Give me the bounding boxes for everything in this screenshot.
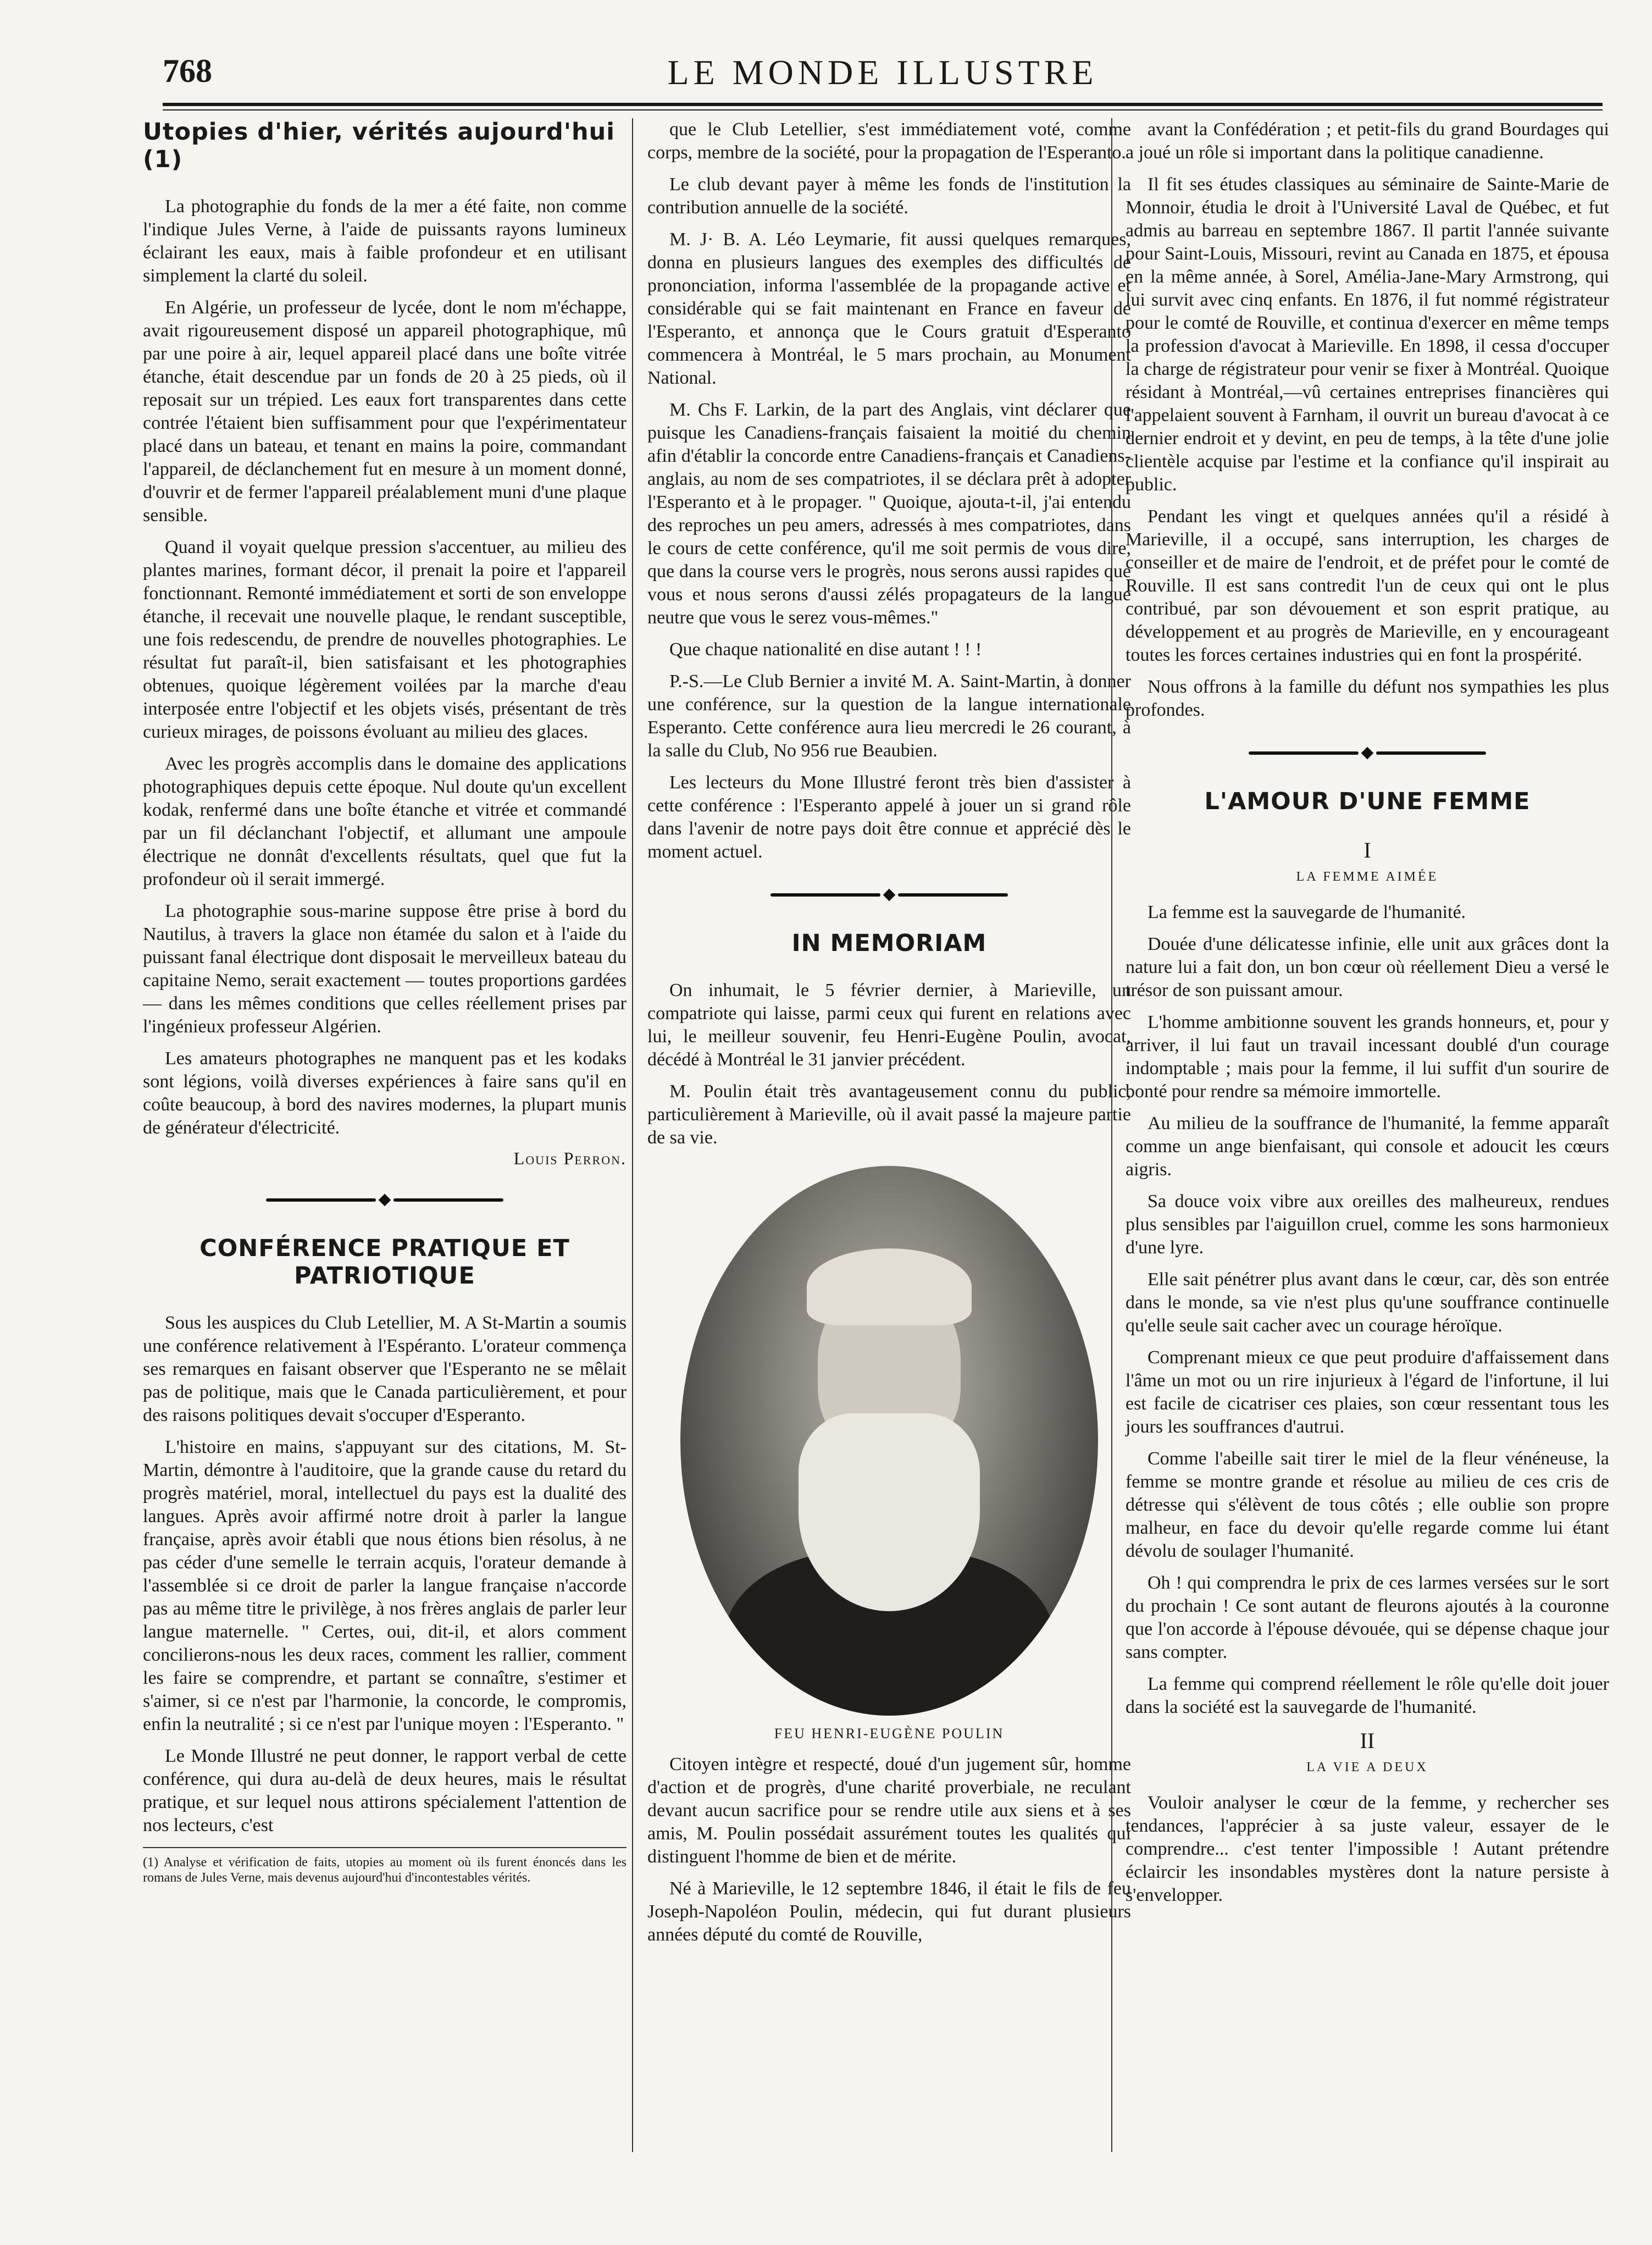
paragraph: Les lecteurs du Mone Illustré feront très bien d'assister à cette conférence : l'Esperanto appelé à jouer un si grand rôle dans l'avenir de notre pays doit être connue et apprécié dès le moment actuel. bbox=[647, 772, 1131, 862]
paragraph: avant la Confédération ; et petit-fils du grand Bourdages qui a joué un rôle si important dans la politique canadienne. bbox=[1126, 119, 1609, 163]
paragraph: M. J· B. A. Léo Leymarie, fit aussi quelques remarques, donna en plusieurs langues des exemples des difficultés de prononciation, informa l'assemblée de la propagande active et considérable qui se fait maintenant en France en faveur de l'Esperanto, et annonça que le Cours gratuit d'Esperanto commencera à Montréal, le 5 mars prochain, au Monument National. bbox=[647, 229, 1131, 388]
masthead-title: LE MONDE ILLUSTRE bbox=[667, 53, 1098, 92]
paragraph: Quand il voyait quelque pression s'accentuer, au milieu des plantes marines, formant décor, il prenait la poire et l'appareil fonctionnant. Remonté immédiatement et sorti de son enveloppe étanche, il recevait une nouvelle plaque, le rendant susceptible, une fois redescendu, de prendre de nouvelles photographies. Le résultat fut paraît-il, bien satisfaisant et les photographies obtenues, quoique légèrement voilées par la marche d'eau interposée entre l'objectif et les objets visés, présentant de très curieux mirages, de poissons évoluant au milieu des glaces. bbox=[143, 537, 627, 742]
portrait-caption: FEU HENRI-EUGÈNE POULIN bbox=[774, 1726, 1005, 1741]
article-title-in-memoriam: IN MEMORIAM bbox=[791, 930, 987, 957]
paragraph: Douée d'une délicatesse infinie, elle unit aux grâces dont la nature lui a fait don, un bon cœur où réellement Dieu a versé le trésor de son puissant amour. bbox=[1126, 934, 1609, 1000]
page-number: 768 bbox=[163, 53, 212, 89]
paragraph: Nous offrons à la famille du défunt nos sympathies les plus profondes. bbox=[1126, 677, 1609, 720]
paragraph: En Algérie, un professeur de lycée, dont le nom m'échappe, avait rigoureusement disposé un appareil photographique, mû par une poire à air, lequel appareil placé dans une boîte vitrée étanche, était descendue par un fonds de 20 à 25 pieds, où il reposait sur un trépied. Les eaux fort transparentes dans cette contrée l'étaient bien suffisamment pour que l'expérimentateur placé dans un bateau, et tenant en mains la poire, commandant l'appareil, de déclanchement fut en mesure à un moment donné, d'ouvrir et de fermer l'appareil préalablement muni d'une plaque sensible. bbox=[143, 297, 627, 526]
paragraph: Vouloir analyser le cœur de la femme, y rechercher ses tendances, l'apprécier à sa juste valeur, essayer de le comprendre... c'est tenter l'impossible ! Autant prétendre éclaircir les insondables mystères dont la nature persiste à s'envelopper. bbox=[1126, 1793, 1609, 1905]
paragraph: M. Poulin était très avantageusement connu du public, particulièrement à Marieville, où il avait passé la majeure partie de sa vie. bbox=[647, 1081, 1131, 1148]
paragraph: P.-S.—Le Club Bernier a invité M. A. Saint-Martin, à donner une conférence, sur la question de la langue internationale Esperanto. Cette conférence aura lieu mercredi le 26 courant, à la salle du Club, No 956 rue Beaubien. bbox=[647, 671, 1131, 761]
column-3 bbox=[1126, 118, 1609, 1916]
article-title-conference: CONFÉRENCE PRATIQUE ET PATRIOTIQUE bbox=[199, 1235, 570, 1290]
paragraph: L'histoire en mains, s'appuyant sur des citations, M. St-Martin, démontre à l'auditoire, que la grande cause du retard du progrès matériel, moral, intellectuel du pays est la dualité des langues. Après avoir affirmé notre droit à parler la langue française, après avoir établi que nous étions bien résolus, à ne pas céder d'une semelle le terrain acquis, l'orateur demande à l'assemblée si ce droit de parler la langue française n'accorde pas au même titre le privilège, à nos frères anglais de parler leur langue maternelle. " Certes, oui, dit-il, et alors comment concilierons-nous les deux races, comment les rallier, comment les faire se comprendre, et partant se connaître, s'estimer et s'aimer, si ce n'est par l'harmonie, la concorde, le compromis, enfin la neutralité ; si ce n'est par l'unique moyen : l'Esperanto. " bbox=[143, 1437, 627, 1734]
footnote: (1) Analyse et vérification de faits, utopies au moment où ils furent énoncés dans les romans de Jules Verne, mais devenus aujourd'hui d'incontestables vérités. bbox=[143, 1847, 627, 1885]
paragraph: Oh ! qui comprendra le prix de ces larmes versées sur le sort du prochain ! Ce sont autant de fleurons ajoutés à la couronne que l'on accorde à l'épouse dévouée, qui se dépense chaque jour sans compter. bbox=[1126, 1573, 1609, 1662]
portrait-photo bbox=[680, 1166, 1098, 1716]
page-header bbox=[163, 52, 1603, 124]
paragraph: On inhumait, le 5 février dernier, à Marieville, un compatriote qui laisse, parmi ceux qui furent en relations avec lui, le meilleur souvenir, feu Henri-Eugène Poulin, avocat, décédé à Montréal le 31 janvier précédent. bbox=[647, 980, 1131, 1070]
ornament-divider bbox=[647, 884, 1131, 903]
paragraph: Sa douce voix vibre aux oreilles des malheureux, rendues plus sensibles par l'aiguillon cruel, comme les sons harmonieux d'une lyre. bbox=[1126, 1191, 1609, 1258]
paragraph: Né à Marieville, le 12 septembre 1846, il était le fils de feu Joseph-Napoléon Poulin, médecin, qui fut durant plusieurs années député du comté de Rouville, bbox=[647, 1878, 1131, 1945]
column-2 bbox=[647, 118, 1131, 1955]
section-number: I bbox=[1363, 838, 1371, 862]
section-subtitle: LA VIE A DEUX bbox=[1306, 1760, 1428, 1774]
paragraph: L'homme ambitionne souvent les grands honneurs, et, pour y arriver, il lui faut un travail incessant doublé d'un courage indomptable ; mais pour la femme, il lui suffit d'un sourire de bonté pour rendre sa mémoire immortelle. bbox=[1126, 1012, 1609, 1102]
paragraph: Pendant les vingt et quelques années qu'il a résidé à Marieville, il a occupé, sans interruption, les charges de conseiller et de maire de l'endroit, et de préfet pour le comté de Rouville. Il est sans contredit l'un de ceux qui ont le plus contribué, par son dévouement et son esprit pratique, au développement et au progrès de Marieville, en y encourageant toutes les forces certaines industries qui en font la prospérité. bbox=[1126, 506, 1609, 665]
column-1 bbox=[143, 118, 627, 1885]
paragraph: Avec les progrès accomplis dans le domaine des applications photographiques depuis cette époque. Nul doute qu'un excellent kodak, renfermé dans une boîte étanche et vitrée et commandé par un fil déclanchant l'objectif, et allumant une ampoule électrique ne donnât d'excellents résultats, quel que fut la profondeur où il serait immergé. bbox=[143, 754, 627, 889]
header-rule-thin bbox=[163, 109, 1603, 110]
paragraph: Il fit ses études classiques au séminaire de Sainte-Marie de Monnoir, étudia le droit à l'Université Laval de Québec, et fut admis au barreau en septembre 1867. Il partit l'année suivante pour Saint-Louis, Missouri, revint au Canada en 1875, et épousa en la même année, à Sorel, Amélia-Jane-Mary Armstrong, qui lui survit avec cinq enfants. En 1876, il fut nommé régistrateur pour le comté de Rouville, et continua d'exercer en même temps la profession d'avocat à Marieville. En 1898, il cessa d'occuper la charge de régistrateur pour venir se fixer à Montréal. Quoique résidant à Montréal,—vû certaines entreprises financières qui l'appelaient souvent à Farnham, il ouvrit un bureau d'avocat à ce dernier endroit et y devint, en peu de temps, à la tête d'une jolie clientèle acquise par l'estime et la confiance qu'il inspirait au public. bbox=[1126, 174, 1609, 495]
paragraph: La photographie sous-marine suppose être prise à bord du Nautilus, à travers la glace non étamée du salon et à l'aide du puissant fanal électrique dont disposait le merveilleux bateau du capitaine Nemo, serait exactement — toutes proportions gardées — dans les mêmes conditions que celles réellement prises par l'ingénieux professeur Algérien. bbox=[143, 901, 627, 1037]
ornament-divider bbox=[143, 1190, 627, 1208]
section-number: II bbox=[1360, 1728, 1375, 1753]
paragraph: Le club devant payer à même les fonds de l'institution la contribution annuelle de la société. bbox=[647, 174, 1131, 218]
paragraph: La photographie du fonds de la mer a été faite, non comme l'indique Jules Verne, à l'aide de puissants rayons lumineux éclairant les eaux, mais à faible profondeur et en utilisant simplement la clarté du soleil. bbox=[143, 196, 627, 286]
paragraph: Sous les auspices du Club Letellier, M. A St-Martin a soumis une conférence relativement à l'Espéranto. L'orateur commença ses remarques en faisant observer que l'Esperanto ne se mêlait pas de politique, mais que le Canada particulièrement, et pour des raisons politiques devait s'occuper d'Esperanto. bbox=[143, 1313, 627, 1425]
ornament-divider bbox=[1126, 743, 1609, 761]
paragraph: M. Chs F. Larkin, de la part des Anglais, vint déclarer que puisque les Canadiens-français faisaient la moitié du chemin afin d'établir la concorde entre Canadiens-français et Canadiens-anglais, au nom de ses compatriotes, il se déclara prêt à adopter l'Esperanto et à le propager. " Quoique, ajouta-t-il, j'ai entendu des reproches un peu amers, adressés à mes compatriotes, dans le cours de cette conférence, qu'il me soit permis de vous dire, que dans la course vers le progrès, nous serons aussi rapides que vous et nous serons d'aussi zélés propagateurs de la langue neutre que vous le serez vous-mêmes." bbox=[647, 400, 1131, 628]
paragraph: Elle sait pénétrer plus avant dans le cœur, car, dès son entrée dans le monde, sa vie n'est plus qu'une souffrance continuelle qu'elle seule sait cacher avec un courage héroïque. bbox=[1126, 1269, 1609, 1336]
paragraph: La femme est la sauvegarde de l'humanité. bbox=[1147, 902, 1466, 922]
paragraph: Citoyen intègre et respecté, doué d'un jugement sûr, homme d'action et de progrès, d'une charité proverbiale, ne reculant devant aucun sacrifice pour se rendre utile aux siens et à ses amis, M. Poulin possédait assurément toutes les qualités qui distinguent l'homme de bien et de mérite. bbox=[647, 1754, 1131, 1867]
paragraph: La femme qui comprend réellement le rôle qu'elle doit jouer dans la société est la sauvegarde de l'humanité. bbox=[1126, 1674, 1609, 1717]
article-title-amour: L'AMOUR D'UNE FEMME bbox=[1204, 788, 1531, 815]
header-rule bbox=[163, 103, 1603, 106]
article-title-utopies: Utopies d'hier, vérités aujourd'hui (1) bbox=[143, 118, 615, 173]
author-signature: Louis Perron. bbox=[513, 1148, 627, 1168]
paragraph: Que chaque nationalité en dise autant ! ! ! bbox=[669, 639, 982, 660]
paragraph: que le Club Letellier, s'est immédiatement voté, comme corps, membre de la société, pour la propagation de l'Esperanto. bbox=[647, 119, 1131, 163]
paragraph: Comme l'abeille sait tirer le miel de la fleur vénéneuse, la femme se montre grande et résolue au milieu de ces cris de détresse qui s'élèvent de tous côtés ; elle oublie son propre malheur, en face du devoir qu'elle regarde comme lui étant dévolu de soulager l'humanité. bbox=[1126, 1448, 1609, 1561]
paragraph: Au milieu de la souffrance de l'humanité, la femme apparaît comme un ange bienfaisant, qui console et adoucit les cœurs aigris. bbox=[1126, 1113, 1609, 1180]
paragraph: Les amateurs photographes ne manquent pas et les kodaks sont légions, voilà diverses expériences à faire sans qu'il en coûte beaucoup, à bord des navires modernes, la plupart munis de générateur d'électricité. bbox=[143, 1048, 627, 1138]
paragraph: Comprenant mieux ce que peut produire d'affaissement dans l'âme un mot ou un rire injurieux à l'égard de l'infortune, il lui est facile de cicatriser ces plaies, son cœur ressentant tous les jours les souffrances d'autrui. bbox=[1126, 1347, 1609, 1437]
column-divider bbox=[632, 118, 633, 2152]
section-subtitle: LA FEMME AIMÉE bbox=[1296, 870, 1439, 884]
paragraph: Le Monde Illustré ne peut donner, le rapport verbal de cette conférence, qui dura au-delà de deux heures, mais le résultat pratique, et sur lequel nous attirons spécialement l'attention de nos lecteurs, c'est bbox=[143, 1746, 627, 1835]
